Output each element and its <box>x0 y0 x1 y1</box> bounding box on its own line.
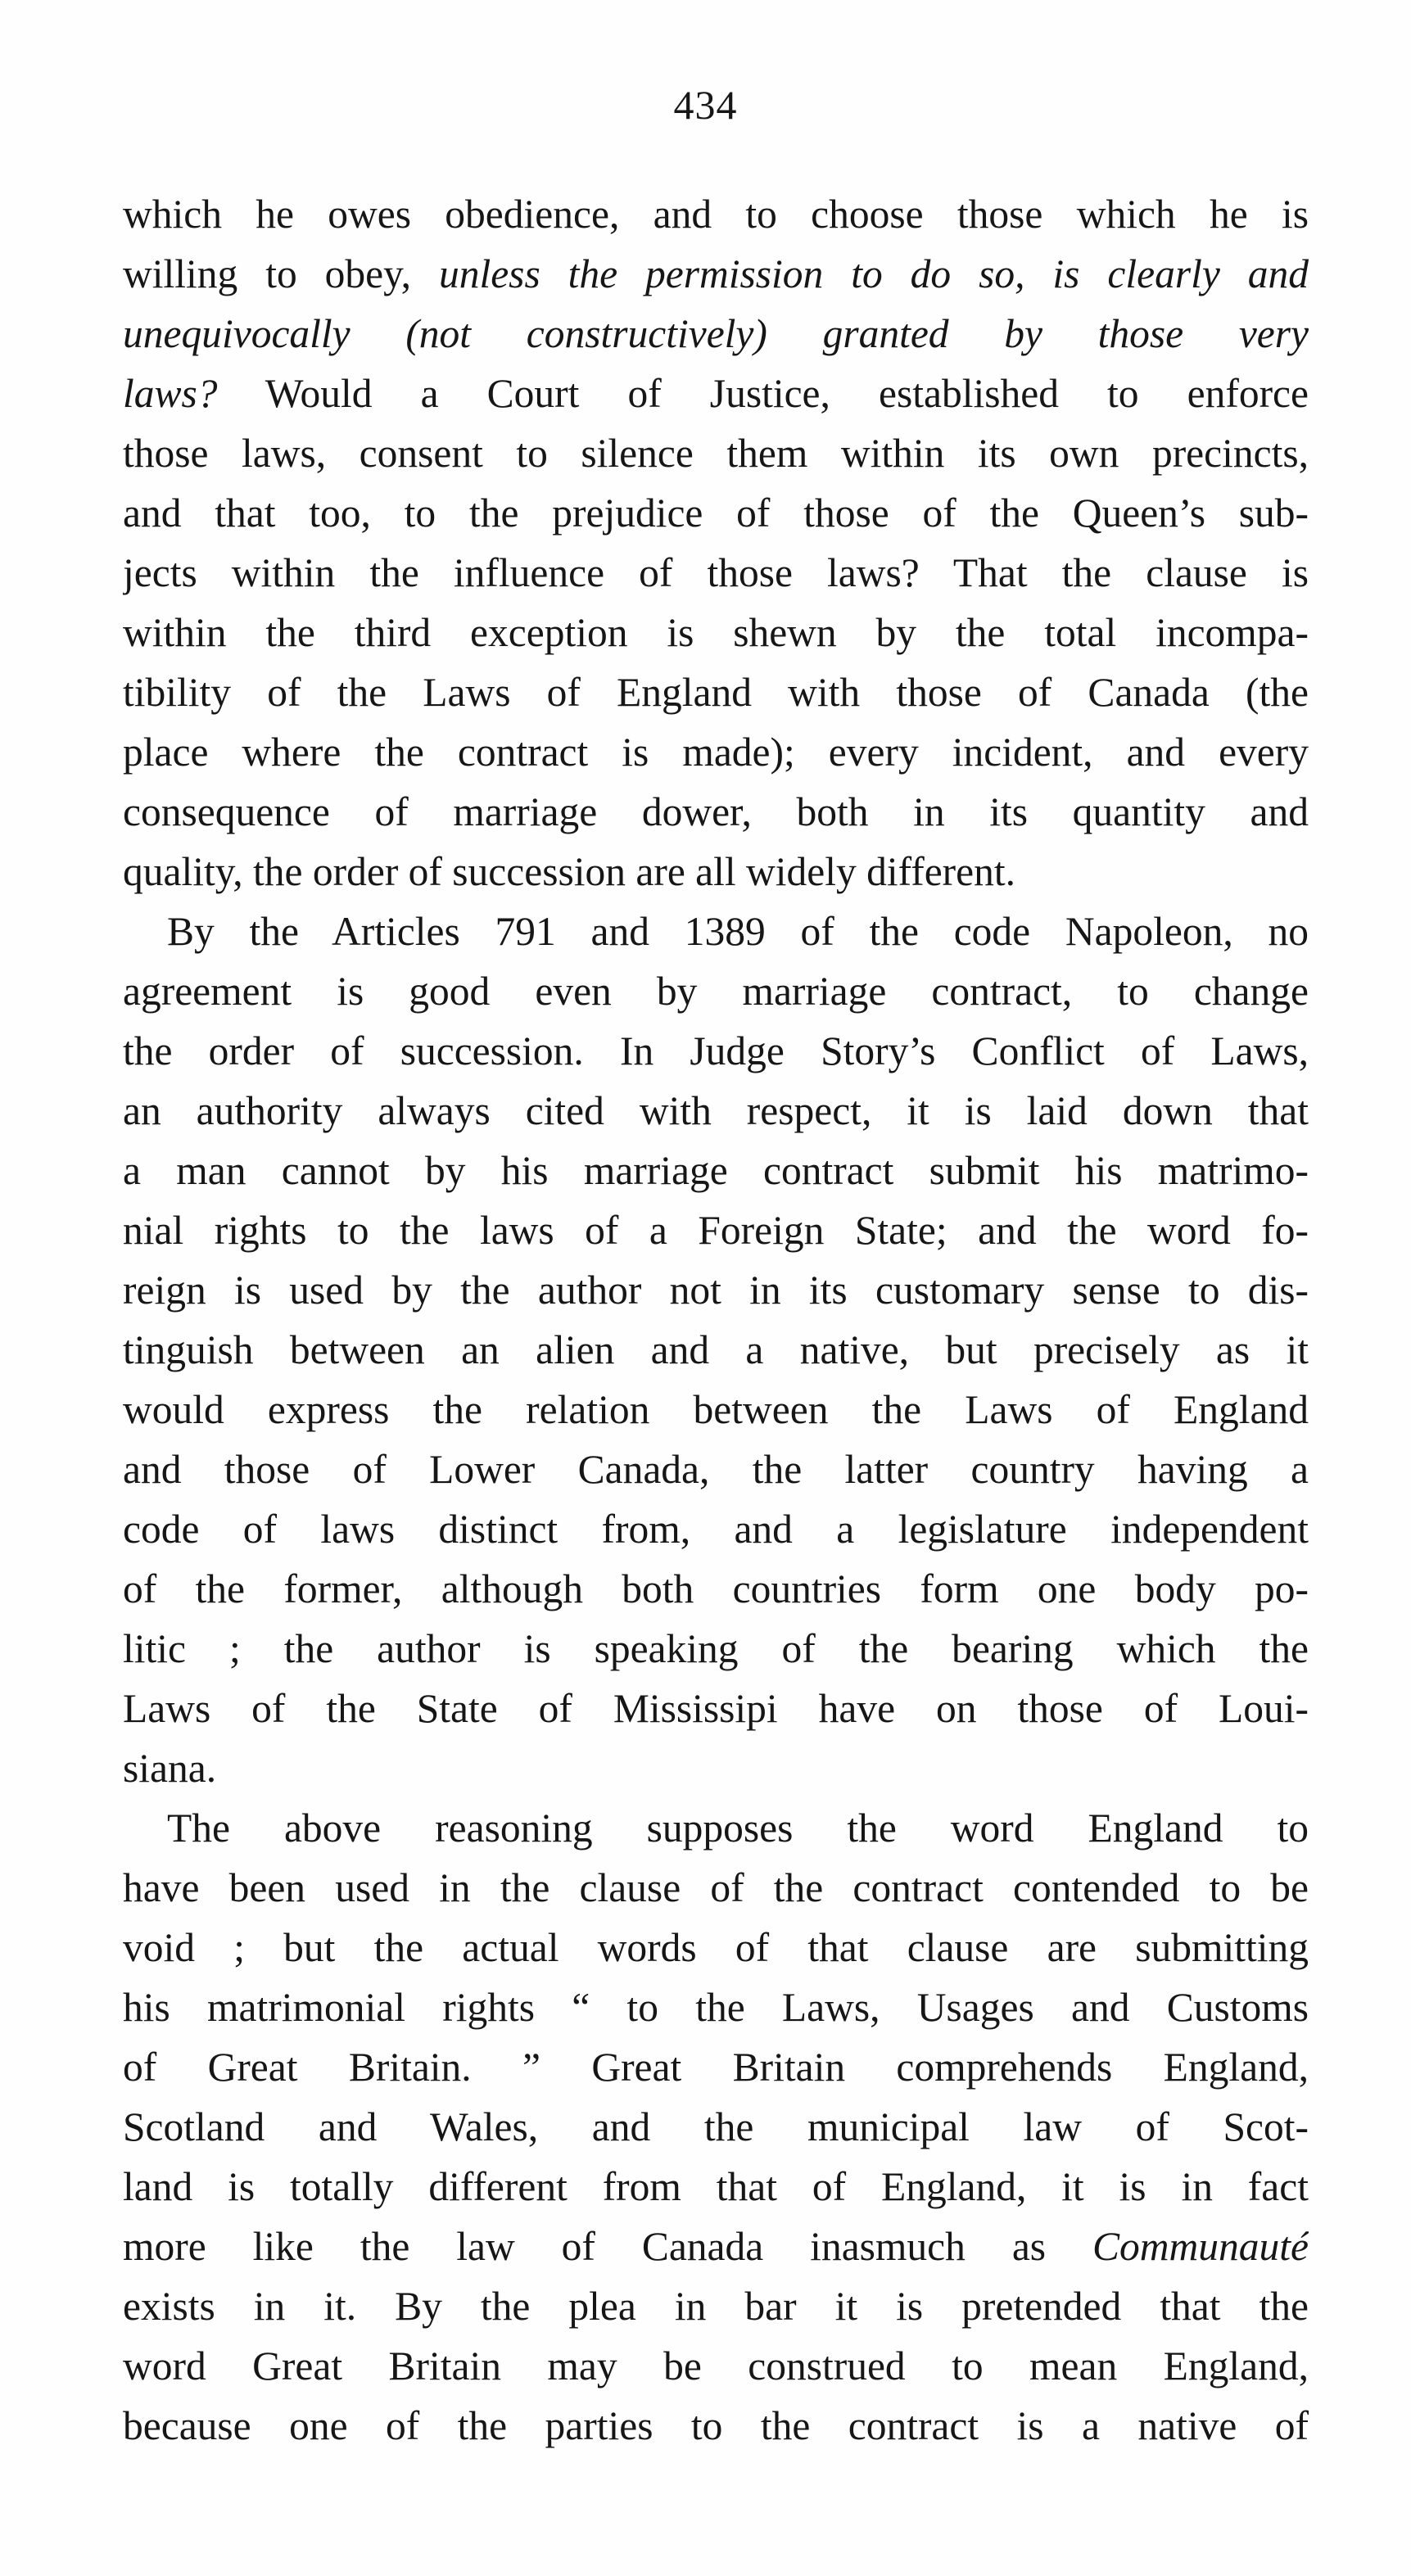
text-line: agreement is good even by marriage contract, to change <box>123 969 1309 1014</box>
paragraph-start-line: By the Articles 791 and 1389 of the code Napoleon, no <box>167 909 1309 954</box>
text-line: land is totally different from that of England, it is in fact <box>123 2164 1309 2209</box>
italic-text: unless the permission to do so, is clearly and <box>438 251 1309 296</box>
italic-text: Communauté <box>1092 2224 1309 2269</box>
text-line: reign is used by the author not in its customary sense to dis- <box>123 1268 1309 1313</box>
text-line: of the former, although both countries form one body po- <box>123 1566 1309 1611</box>
text-line: and that too, to the prejudice of those of the Queen’s sub- <box>123 490 1309 536</box>
body-text <box>123 184 1309 2456</box>
text-line: have been used in the clause of the contract contended to be <box>123 1865 1309 1910</box>
italic-text: unequivocally (not constructively) granted by those very <box>123 311 1309 356</box>
text-line: the order of succession. In Judge Story’s Conflict of Laws, <box>123 1028 1309 1073</box>
text-line: jects within the influence of those laws? That the clause is <box>123 550 1309 595</box>
text-line <box>123 364 1309 423</box>
italic-text: laws? <box>123 371 218 416</box>
text-line: tinguish between an alien and a native, but precisely as it <box>123 1327 1309 1372</box>
text-span: willing to obey, <box>123 251 439 296</box>
text-line: Laws of the State of Mississipi have on those of Loui- <box>123 1686 1309 1731</box>
text-line <box>123 2217 1309 2276</box>
text-line: tibility of the Laws of England with those of Canada (the <box>123 670 1309 715</box>
text-line: litic ; the author is speaking of the bearing which the <box>123 1626 1309 1671</box>
text-line: those laws, consent to silence them within its own precincts, <box>123 431 1309 476</box>
text-line: and those of Lower Canada, the latter country having a <box>123 1447 1309 1492</box>
text-line: word Great Britain may be construed to mean England, <box>123 2343 1309 2388</box>
text-line: Scotland and Wales, and the municipal law of Scot- <box>123 2104 1309 2149</box>
text-line: which he owes obedience, and to choose those which he is <box>123 192 1309 237</box>
text-line: exists in it. By the plea in bar it is pretended that the <box>123 2284 1309 2329</box>
text-line: his matrimonial rights “ to the Laws, Usages and Customs <box>123 1985 1309 2030</box>
text-span: more like the law of Canada inasmuch as <box>123 2224 1093 2269</box>
text-line: void ; but the actual words of that clause are submitting <box>123 1925 1309 1970</box>
text-line: of Great Britain. ” Great Britain comprehends England, <box>123 2045 1309 2090</box>
text-line: because one of the parties to the contract is a native of <box>123 2403 1309 2448</box>
text-line: would express the relation between the Laws of England <box>123 1387 1309 1432</box>
text-line: nial rights to the laws of a Foreign State; and the word fo- <box>123 1208 1309 1253</box>
paragraph-start-line: The above reasoning supposes the word England to <box>167 1805 1309 1851</box>
text-line: code of laws distinct from, and a legislature independent <box>123 1507 1309 1552</box>
text-line: within the third exception is shewn by the total incompa- <box>123 610 1309 655</box>
text-span: Would a Court of Justice, established to enforce <box>217 371 1309 416</box>
page-number: 434 <box>673 82 738 128</box>
text-line: place where the contract is made); every incident, and every <box>123 730 1309 775</box>
paragraph-end-line: siana. <box>123 1746 217 1791</box>
text-line <box>123 304 1309 364</box>
paragraph-end-line: quality, the order of succession are all widely different. <box>123 849 1015 894</box>
text-line: consequence of marriage dower, both in its quantity and <box>123 789 1309 834</box>
text-line: an authority always cited with respect, it is laid down that <box>123 1088 1309 1133</box>
text-line: a man cannot by his marriage contract submit his matrimo- <box>123 1148 1309 1193</box>
text-line <box>123 244 1309 304</box>
